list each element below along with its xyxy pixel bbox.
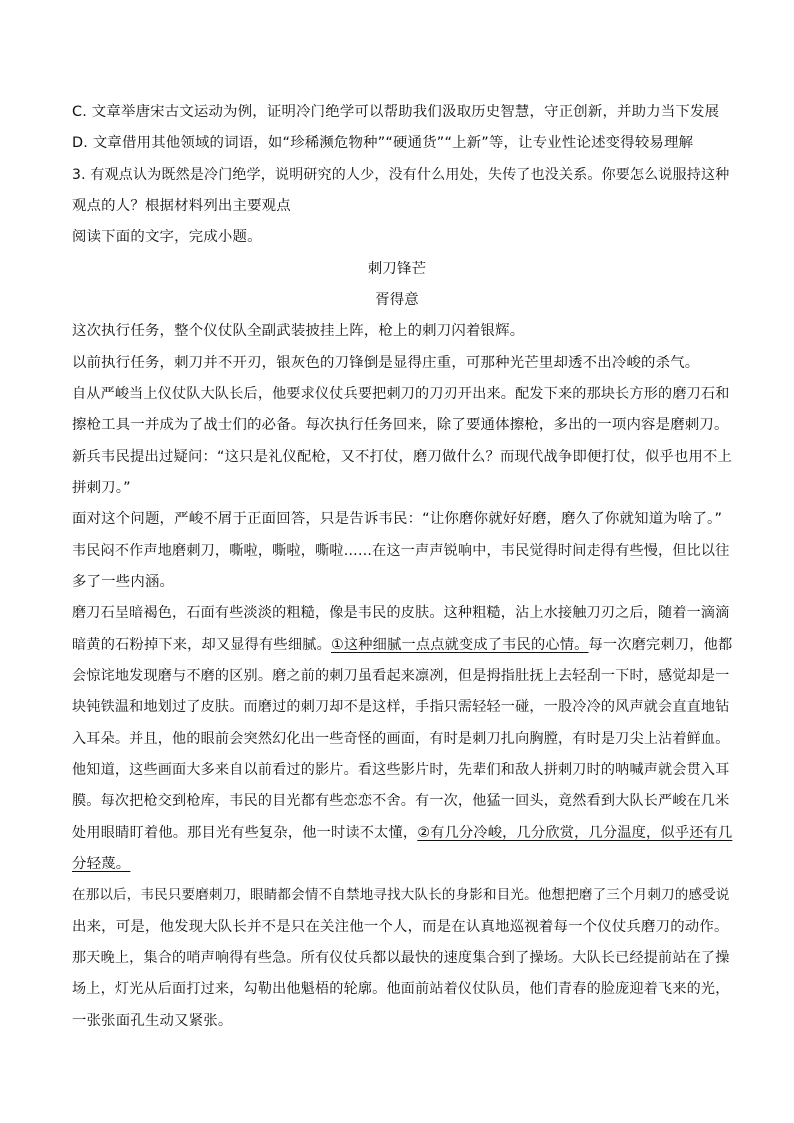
paragraph-line xyxy=(72,854,732,874)
reading-instruction: 阅读下面的文字，完成小题。 xyxy=(72,229,262,245)
paragraph-line: 新兵韦民提出过疑问：“这只是礼仪配枪，又不打仗，磨刀做什么？而现代战争即便打仗，似乎也用不上 xyxy=(72,449,732,465)
paragraph-line: 块钝铁温和地划过了皮肤。而磨过的刺刀却不是这样，手指只需轻轻一碰，一股冷冷的风声就会直直地钻 xyxy=(72,699,730,715)
paragraph-line: 那天晚上，集合的哨声响得有些急。所有仪仗兵都以最快的速度集合到了操场。大队长已经提前站在了操 xyxy=(72,950,730,966)
paragraph-line: 磨刀石呈暗褐色，石面有些淡淡的粗糙，像是韦民的皮肤。这种粗糙，沾上水接触刀刃之后，随着一滴滴 xyxy=(72,605,730,621)
paragraph-line: 这次执行任务，整个仪仗队全副武装披挂上阵，枪上的刺刀闪着银辉。 xyxy=(72,323,525,339)
paragraph-line: 他知道，这些画面大多来自以前看过的影片。看这些影片时，先辈们和敌人拼刺刀时的呐喊声就会贯入耳 xyxy=(72,762,730,778)
underlined-sentence-2-end: 分轻蔑。 xyxy=(72,856,131,872)
paragraph-line: 面对这个问题，严峻不屑于正面回答，只是告诉韦民：“让你磨你就好好磨，磨久了你就知道为啥了。” xyxy=(72,511,723,527)
paragraph-line-mixed xyxy=(72,635,732,655)
paragraph-line: 拼刺刀。” xyxy=(72,480,131,496)
paragraph-text: 每一次磨完刺刀，他都 xyxy=(588,637,733,653)
paragraph-line-mixed xyxy=(72,823,732,843)
paragraph-line: 出来，可是，他发现大队长并不是只在关注他一个人，而是在认真地巡视着每一个仪仗兵磨刀的动作。 xyxy=(72,919,729,935)
article-author: 胥得意 xyxy=(375,292,419,308)
option-d: D. 文章借用其他领域的词语，如“珍稀濒危物种”“硬通货”“上新”等，让专业性论述变得较易理解 xyxy=(72,135,694,151)
paragraph-line: 韦民闷不作声地磨刺刀，嘶啦，嘶啦，嘶啦……在这一声声锐响中，韦民觉得时间走得有些慢，但比以往 xyxy=(72,543,730,559)
underlined-sentence-2: ②有几分冷峻，几分欣赏，几分温度，似乎还有几 xyxy=(417,825,733,841)
paragraph-line: 在那以后，韦民只要磨刺刀，眼睛都会情不自禁地寻找大队长的身影和目光。他想把磨了三个月刺刀的感受说 xyxy=(72,887,730,903)
paragraph-line: 一张张面孔生动又紧张。 xyxy=(72,1013,233,1029)
option-c: C. 文章举唐宋古文运动为例，证明冷门绝学可以帮助我们汲取历史智慧，守正创新，并助力当下发展 xyxy=(72,104,720,120)
paragraph-text: 处用眼睛盯着他。那目光有些复杂，他一时读不太懂， xyxy=(72,825,418,841)
paragraph-line: 以前执行任务，刺刀并不开刃，银灰色的刀锋倒是显得庄重，可那种光芒里却透不出冷峻的杀气。 xyxy=(72,355,700,371)
paragraph-line: 会惊诧地发现磨与不磨的区别。磨之前的刺刀虽看起来凛冽，但是拇指肚抚上去轻刮一下时，感觉却是一 xyxy=(72,668,730,684)
article-title: 刺刀锋芒 xyxy=(367,261,427,277)
paragraph-line: 擦枪工具一并成为了战士们的必备。每次执行任务回来，除了要通体擦枪，多出的一项内容是磨刺刀。 xyxy=(72,417,729,433)
paragraph-line: 多了一些内涵。 xyxy=(72,574,175,590)
question-3-line-2: 观点的人？根据材料列出主要观点 xyxy=(72,198,291,214)
question-3-line-1: 3. 有观点认为既然是冷门绝学，说明研究的人少，没有什么用处，失传了也没关系。你要怎么说服持这种 xyxy=(72,167,730,183)
paragraph-line: 入耳朵。并且，他的眼前会突然幻化出一些奇怪的画面，有时是刺刀扎向胸膛，有时是刀尖上沾着鲜血。 xyxy=(72,731,730,747)
paragraph-line: 自从严峻当上仪仗队大队长后，他要求仪仗兵要把刺刀的刀刃开出来。配发下来的那块长方形的磨刀石和 xyxy=(72,386,730,402)
paragraph-line: 膜。每次把枪交到枪库，韦民的目光都有些恋恋不舍。有一次，他猛一回头，竟然看到大队长严峻在几米 xyxy=(72,793,730,809)
underlined-sentence-1: ①这种细腻一点点就变成了韦民的心情。 xyxy=(330,637,589,653)
paragraph-line: 场上，灯光从后面打过来，勾勒出他魁梧的轮廓。他面前站着仪仗队员，他们青春的脸庞迎着飞来的光， xyxy=(72,981,730,997)
paragraph-text: 暗黄的石粉掉下来，却又显得有些细腻。 xyxy=(72,637,331,653)
